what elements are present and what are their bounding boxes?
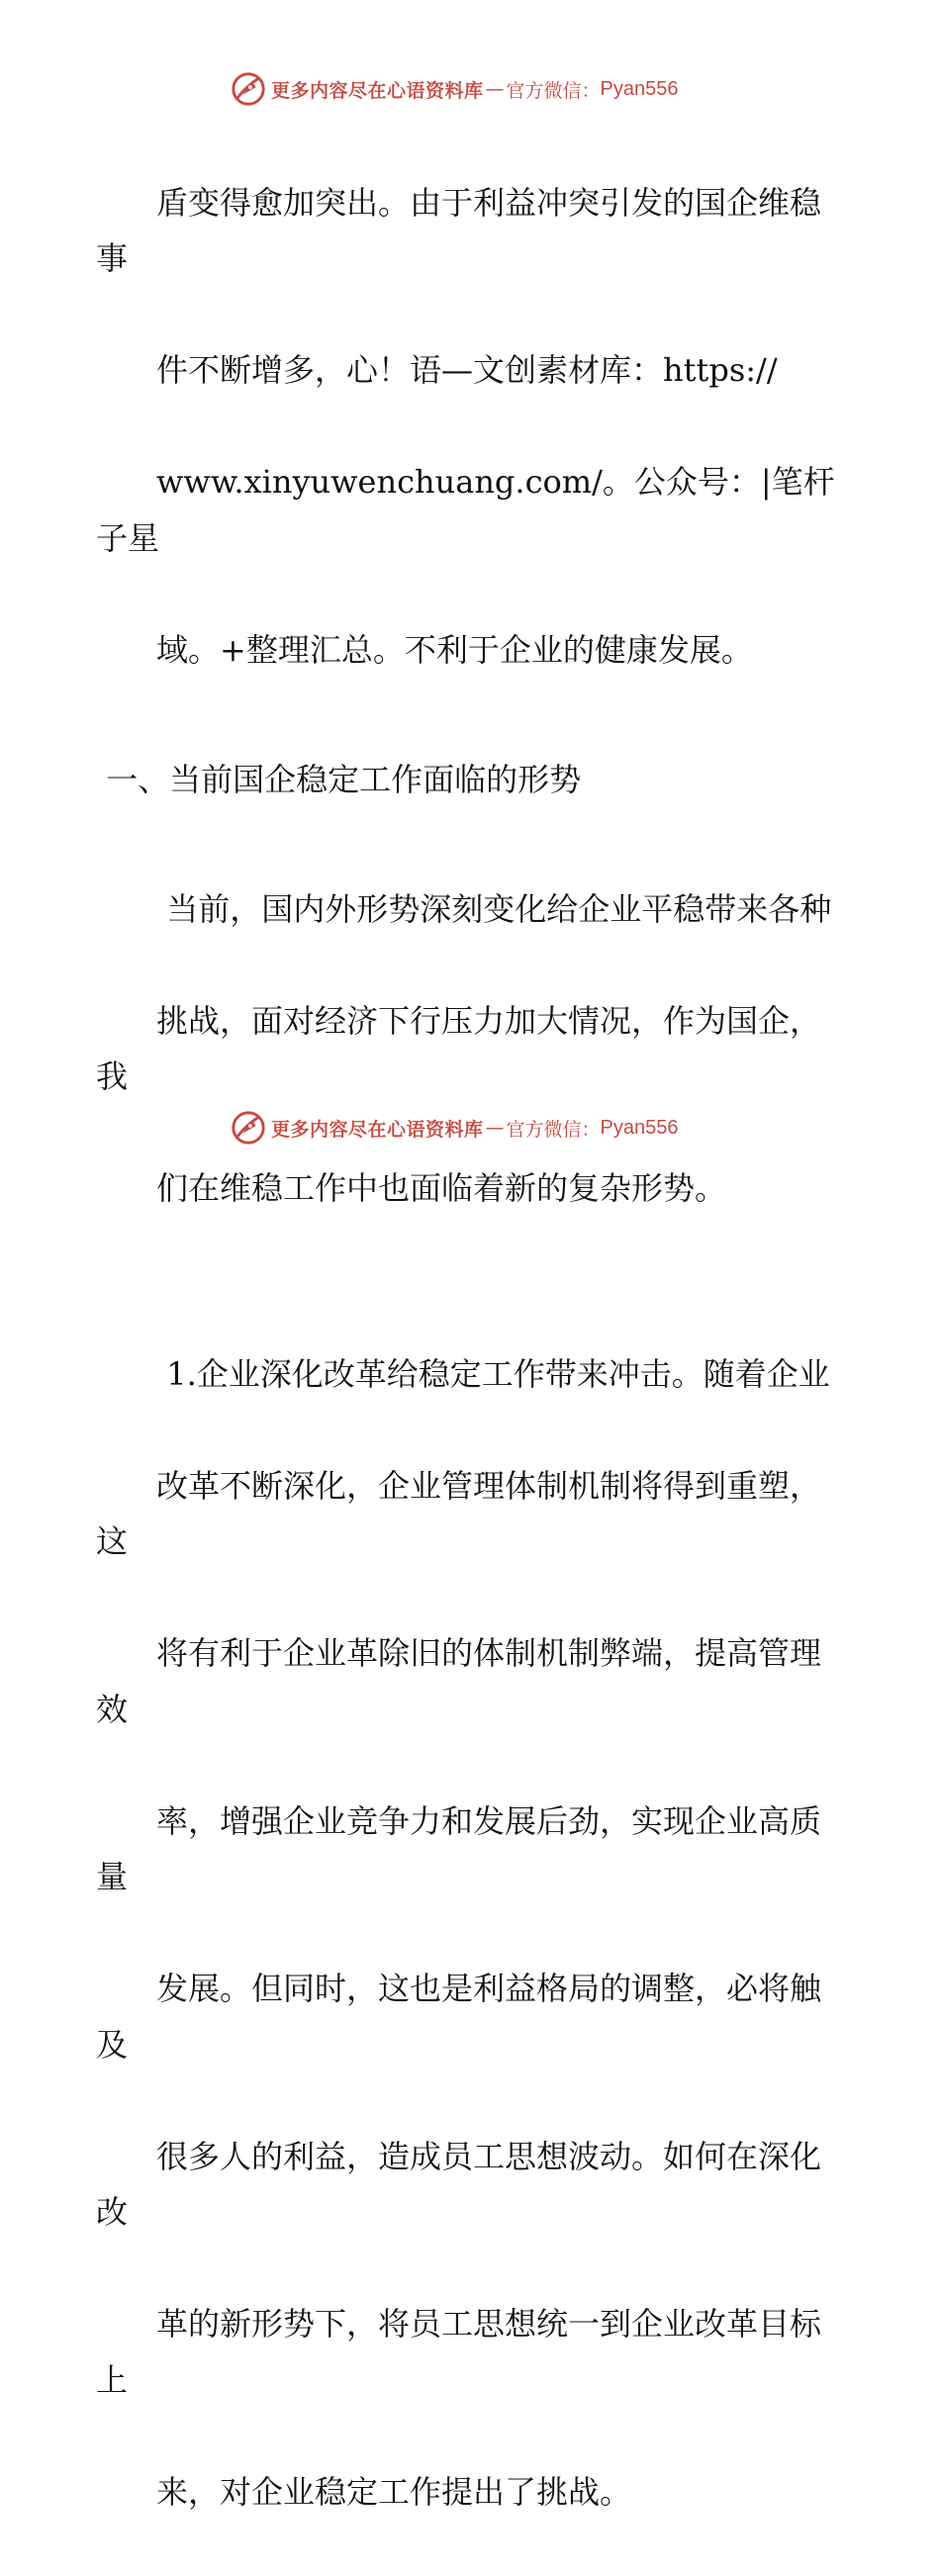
banner-wechat-handle: Pyan556 <box>600 77 679 100</box>
text-line: 域。+整理汇总。不利于企业的健康发展。 <box>156 630 753 669</box>
header-watermark-banner <box>230 69 679 109</box>
pen-nib-logo-icon <box>230 1109 267 1147</box>
paragraph <box>96 1290 848 2576</box>
banner-wechat-label: 官方微信： <box>506 79 601 102</box>
text-line: www.xinyuwenchuang.com/。公众号：|笔杆子星 <box>96 463 835 557</box>
text-line: 当前，国内外形势深刻变化给企业平稳带来各种 <box>156 889 832 928</box>
paragraph <box>96 825 848 1272</box>
footer-watermark-banner <box>230 1108 679 1148</box>
text-line: 们在维稳工作中也面临着新的复杂形势。 <box>156 1169 727 1207</box>
text-line: 率，增强企业竞争力和发展后劲，实现企业高质量 <box>96 1801 822 1895</box>
pen-nib-logo-icon <box>230 70 267 108</box>
banner-dash: — <box>485 78 505 100</box>
text-line: 将有利于企业革除旧的体制机制弊端，提高管理效 <box>96 1634 822 1728</box>
paragraph <box>96 119 848 734</box>
text-line: 革的新形势下，将员工思想统一到企业改革目标上 <box>96 2305 822 2399</box>
text-line: 挑战，面对经济下行压力加大情况，作为国企，我 <box>96 1001 822 1095</box>
text-line: 1.企业深化改革给稳定工作带来冲击。随着企业 <box>156 1354 830 1393</box>
text-line: 来，对企业稳定工作提出了挑战。 <box>156 2472 632 2511</box>
banner-main-text: 更多内容尽在心语资料库 <box>271 1118 484 1141</box>
section-heading: 一、当前国企稳定工作面临的形势 <box>96 760 582 798</box>
text-line: 很多人的利益，造成员工思想波动。如何在深化改 <box>96 2137 822 2231</box>
text-line: 发展。但同时，这也是利益格局的调整，必将触及 <box>96 1970 822 2064</box>
banner-wechat-handle: Pyan556 <box>600 1116 679 1139</box>
banner-wechat-label: 官方微信： <box>506 1118 601 1141</box>
text-line: 改革不断深化，企业管理体制机制将得到重塑，这 <box>96 1466 822 1560</box>
text-line: 件不断增多，心！语—文创素材库：https:// <box>156 351 778 389</box>
text-line: 盾变得愈加突出。由于利益冲突引发的国企维稳事 <box>96 183 822 277</box>
banner-main-text: 更多内容尽在心语资料库 <box>271 79 484 102</box>
banner-dash: — <box>485 1117 505 1139</box>
document-body <box>96 119 848 2576</box>
